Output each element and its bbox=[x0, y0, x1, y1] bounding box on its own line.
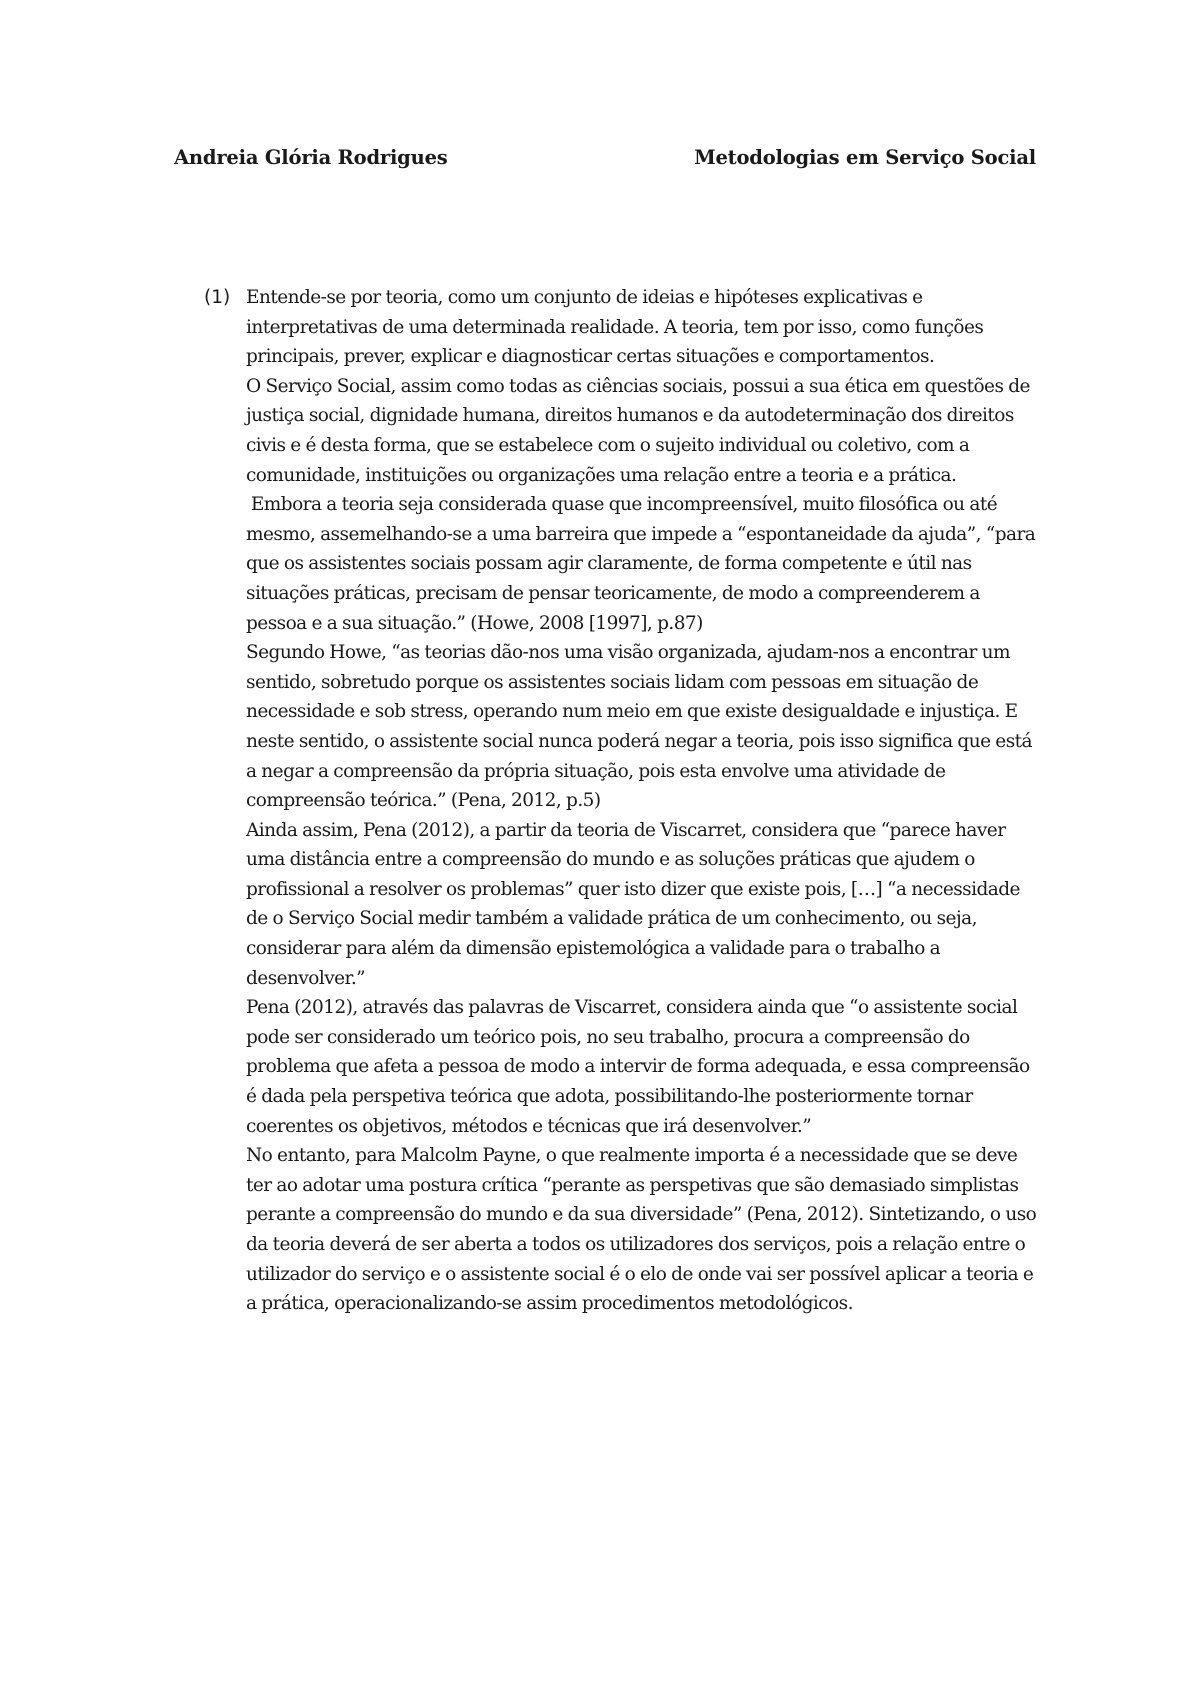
author-name: Andreia Glória Rodrigues bbox=[174, 146, 448, 169]
paragraph: Embora a teoria seja considerada quase que incompreensível, muito filosófica ou até mesmo, assemelhando-se a uma barreira que impede a “espontaneidade da ajuda”, “para que os assistentes sociais possam agir claramente, de forma competente e útil nas situações práticas, precisam de pensar teoricamente, de modo a compreenderem a pessoa e a sua situação.” (Howe, 2008 [1997], p.87) bbox=[246, 494, 1041, 634]
paragraph: No entanto, para Malcolm Payne, o que realmente importa é a necessidade que se deve ter ao adotar uma postura crítica “perante as perspetivas que são demasiado simplistas perante a compreensão do mundo e da sua diversidade” (Pena, 2012). Sintetizando, o uso da teoria deverá de ser aberta a todos os utilizadores dos serviços, pois a relação entre o utilizador do serviço e o assistente social é o elo de onde vai ser possível aplicar a teoria e a prática, operacionalizando-se assim procedimentos metodológicos. bbox=[246, 1145, 1037, 1315]
page-header bbox=[174, 146, 1036, 169]
paragraph: Pena (2012), através das palavras de Viscarret, considera ainda que “o assistente social pode ser considerado um teórico pois, no seu trabalho, procura a compreensão do problema que afeta a pessoa de modo a intervir de forma adequada, e essa compreensão é dada pela perspetiva teórica que adota, possibilitando-lhe posteriormente tornar coerentes os objetivos, métodos e técnicas que irá desenvolver.” bbox=[246, 997, 1030, 1137]
paragraph: O Serviço Social, assim como todas as ciências sociais, possui a sua ética em questões de justiça social, dignidade humana, direitos humanos e da autodeterminação dos direitos civis e é desta forma, que se estabelece com o sujeito individual ou coletivo, com a comunidade, instituições ou organizações uma relação entre a teoria e a prática. bbox=[246, 375, 1030, 486]
paragraph: Segundo Howe, “as teorias dão-nos uma visão organizada, ajudam-nos a encontrar um sentido, sobretudo porque os assistentes sociais lidam com pessoas em situação de necessidade e sob stress, operando num meio em que existe desigualdade e injustiça. E neste sentido, o assistente social nunca poderá negar a teoria, pois isso significa que está a negar a compreensão da própria situação, pois esta envolve uma atividade de compreensão teórica.” (Pena, 2012, p.5) bbox=[246, 642, 1033, 812]
item-number: (1) bbox=[204, 287, 231, 308]
course-title: Metodologias em Serviço Social bbox=[694, 146, 1036, 169]
numbered-item bbox=[204, 283, 1040, 1319]
paragraph: Ainda assim, Pena (2012), a partir da teoria de Viscarret, considera que “parece haver uma distância entre a compreensão do mundo e as soluções práticas que ajudem o profissional a resolver os problemas” quer isto dizer que existe pois, […] “a necessidade de o Serviço Social medir também a validade prática de um conhecimento, ou seja, considerar para além da dimensão epistemológica a validade para o trabalho a desenvolver.” bbox=[246, 819, 1020, 989]
item-body bbox=[246, 283, 1040, 1319]
paragraph: Entende-se por teoria, como um conjunto de ideias e hipóteses explicativas e interpretativas de uma determinada realidade. A teoria, tem por isso, como funções principais, prever, explicar e diagnosticar certas situações e comportamentos. bbox=[246, 287, 984, 368]
